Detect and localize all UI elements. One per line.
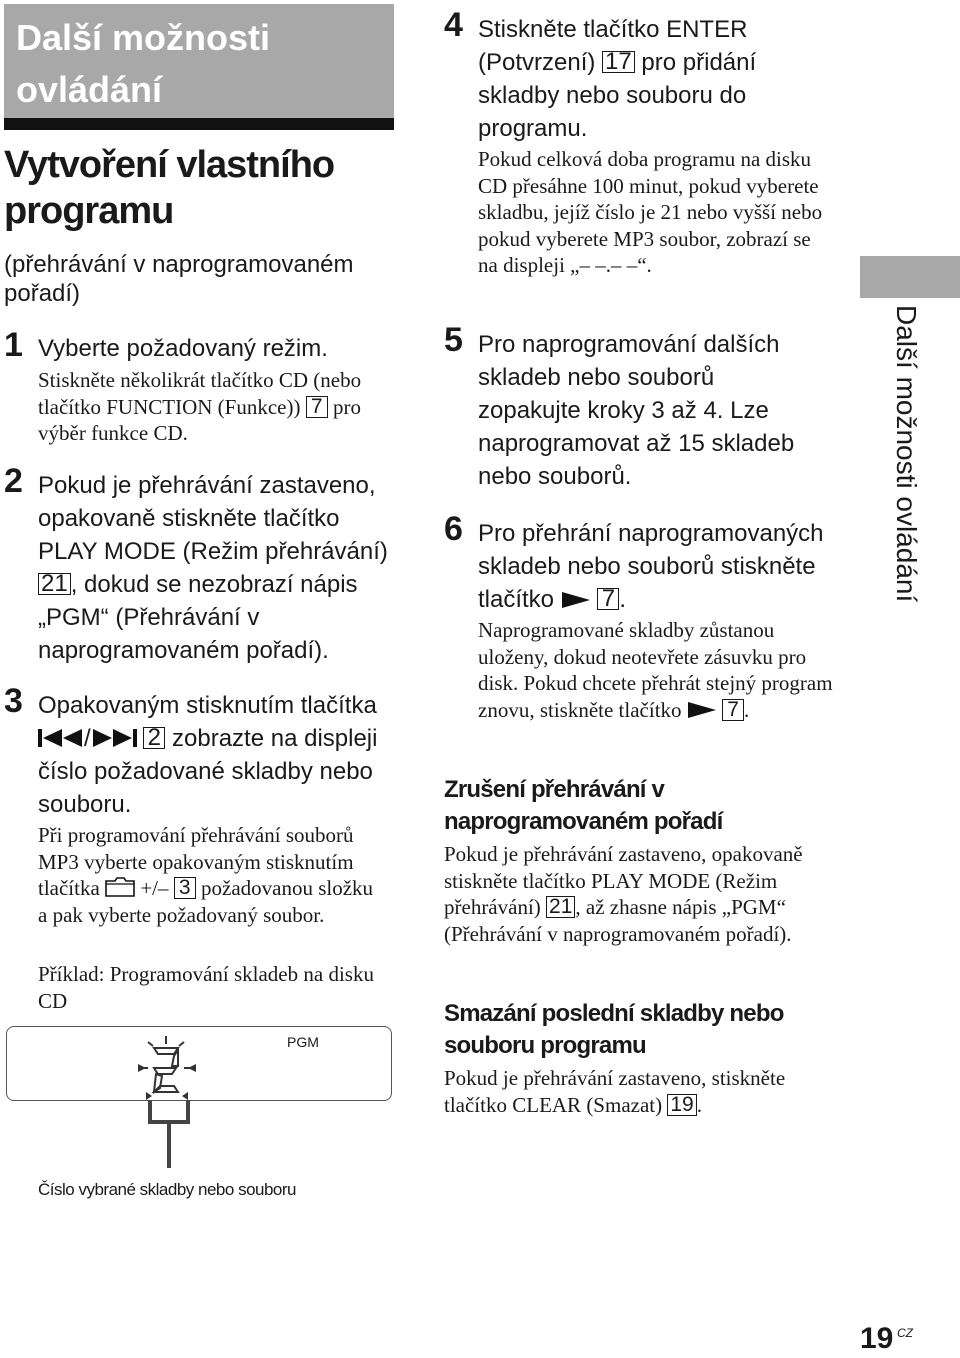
next-track-icon — [91, 728, 137, 748]
step-text: Pro přehrání naprogramovaných skladeb nebo souborů stiskněte tlačítko 7 . — [478, 520, 824, 613]
blinking-digit-icon — [134, 1034, 204, 1102]
previous-track-icon — [38, 728, 84, 748]
chapter-title: Další možnosti ovládání — [16, 17, 271, 110]
key-badge: 7 — [306, 396, 328, 418]
step-number: 6 — [444, 510, 463, 548]
step-number: 3 — [4, 682, 23, 720]
section-title: Vytvoření vlastního programu — [4, 144, 335, 232]
display-caption: Číslo vybrané skladby nebo souboru — [38, 1180, 296, 1199]
callout-pointer — [140, 1100, 200, 1170]
step-text: Pro naprogramování dalších skladeb nebo souborů zopakujte kroky 3 až 4. Lze naprogramovat až 15 skladeb nebo souborů. — [478, 331, 795, 490]
step-number: 1 — [4, 326, 23, 364]
example-label: Příklad: Programování skladeb na disku CD — [38, 962, 374, 1013]
step-note: Stiskněte několikrát tlačítko CD (nebo tlačítko FUNCTION (Funkce)) 7 pro výběr funkce CD. — [38, 368, 362, 446]
step-number: 2 — [4, 462, 23, 500]
step-text: Pokud je přehrávání zastaveno, opakovaně stiskněte tlačítko PLAY MODE (Režim přehrávání) 21 , dokud se nezobrazí nápis „PGM“ (Přehrávání v naprogramovaném pořadí). — [38, 472, 388, 664]
key-badge: 21 — [546, 896, 575, 918]
chapter-header-rule — [4, 118, 394, 130]
key-badge: 7 — [722, 699, 744, 721]
key-badge: 2 — [143, 727, 165, 749]
step-text: Vyberte požadovaný režim. — [38, 335, 328, 362]
step-note: Pokud celková doba programu na disku CD přesáhne 100 minut, pokud vyberete skladbu, jejíž číslo je 21 nebo vyšší nebo pokud vyberete MP3 soubor, zobrazí se na displeji „– –.– –“. — [478, 147, 823, 278]
side-tab-label: Další možnosti ovládání — [891, 305, 922, 603]
page-number: 19 — [860, 1322, 894, 1355]
key-badge: 19 — [667, 1094, 696, 1116]
key-badge: 3 — [174, 877, 196, 899]
side-tab — [860, 256, 960, 298]
key-badge: 7 — [597, 588, 619, 610]
step-number: 4 — [444, 6, 463, 44]
play-icon — [561, 591, 591, 609]
folder-icon — [105, 877, 135, 897]
step-number: 5 — [444, 321, 463, 359]
cancel-text: Pokud je přehrávání zastaveno, opakovaně stiskněte tlačítko PLAY MODE (Režim přehrávání) 21 , až zhasne nápis „PGM“ (Přehrávání v naprogramovaném pořadí). — [444, 842, 803, 946]
step-note: Naprogramované skladby zůstanou uloženy, dokud neotevřete zásuvku pro disk. Pokud chcete přehrát stejný program znovu, stiskněte tlačítko 7 . — [478, 618, 833, 722]
cancel-heading: Zrušení přehrávání v naprogramovaném pořadí — [444, 776, 723, 835]
step-text: Opakovaným stisknutím tlačítka / 2 zobrazte na displeji číslo požadované skladby nebo souboru. — [38, 692, 378, 818]
page-language-code: CZ — [897, 1326, 913, 1340]
key-badge: 21 — [38, 573, 71, 595]
clear-heading: Smazání poslední skladby nebo souboru programu — [444, 1000, 784, 1059]
key-badge: 17 — [602, 51, 635, 73]
section-subtitle: (přehrávání v naprogramovaném pořadí) — [4, 251, 354, 307]
step-text: Stiskněte tlačítko ENTER (Potvrzení) 17 pro přidání skladby nebo souboru do programu. — [478, 16, 757, 142]
pgm-indicator: PGM — [287, 1034, 319, 1050]
step-note: Při programování přehrávání souborů MP3 vyberte opakovaným stisknutím tlačítka +/– 3 požadovanou složku a pak vyberte požadovaný soubor. — [38, 823, 374, 927]
clear-text: Pokud je přehrávání zastaveno, stiskněte tlačítko CLEAR (Smazat) 19 . — [444, 1066, 786, 1117]
play-icon — [687, 701, 717, 719]
